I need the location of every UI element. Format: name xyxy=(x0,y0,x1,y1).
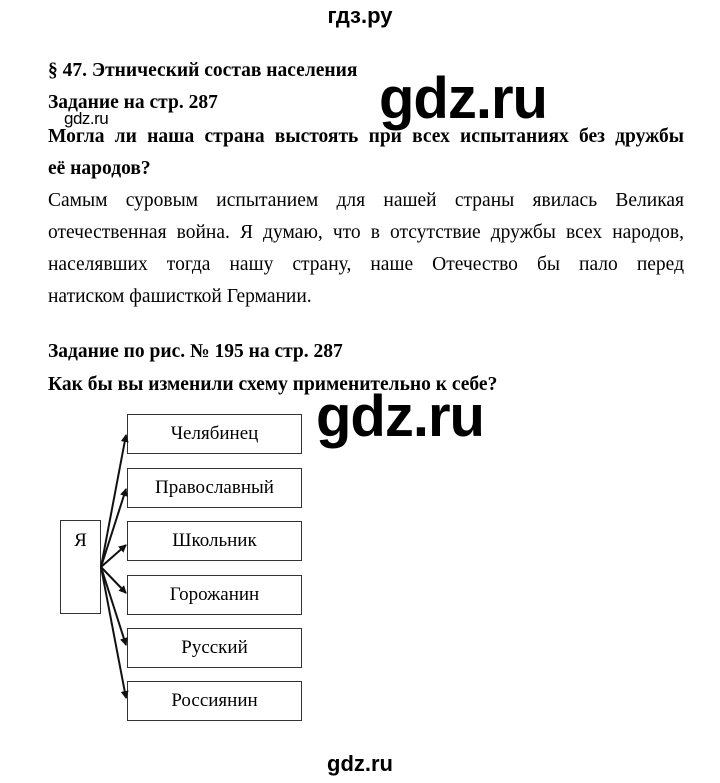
task2-heading: Задание по рис. № 195 на стр. 287 xyxy=(48,341,343,362)
diagram-item-label: Челябинец xyxy=(170,423,259,444)
section-title: § 47. Этнический состав населения xyxy=(48,60,358,81)
task1-heading: Задание на стр. 287 xyxy=(48,92,218,113)
task1-answer-line: натиском фашисткой Германии. xyxy=(48,286,312,307)
diagram-item-label: Горожанин xyxy=(169,584,260,605)
task1-question-line1: Могла ли наша страна выстоять при всех испытаниях без дружбы xyxy=(48,126,684,147)
site-footer-title: gdz.ru xyxy=(327,751,393,776)
task2-question: Как бы вы изменили схему применительно к себе? xyxy=(48,374,498,395)
task1-answer-line: отечественная война. Я думаю, что в отсутствие дружбы всех народов, xyxy=(48,222,684,243)
task1-answer-line: населявших тогда нашу страну, наше Отечество бы пало перед xyxy=(48,254,684,275)
diagram-item-label: Россиянин xyxy=(171,690,258,711)
task1-answer-line: Самым суровым испытанием для нашей страны явилась Великая xyxy=(48,190,684,211)
diagram-item-label: Православный xyxy=(155,477,274,498)
diagram-center-label: Я xyxy=(74,530,87,551)
diagram-item-label: Русский xyxy=(181,637,248,658)
task1-question-line2: её народов? xyxy=(48,158,151,179)
watermark-large: gdz.ru xyxy=(316,384,484,449)
watermark-large: gdz.ru xyxy=(379,66,547,131)
watermark-small: gdz.ru xyxy=(64,109,109,128)
diagram-item-label: Школьник xyxy=(172,530,257,551)
site-header-title: гдз.ру xyxy=(327,3,393,28)
